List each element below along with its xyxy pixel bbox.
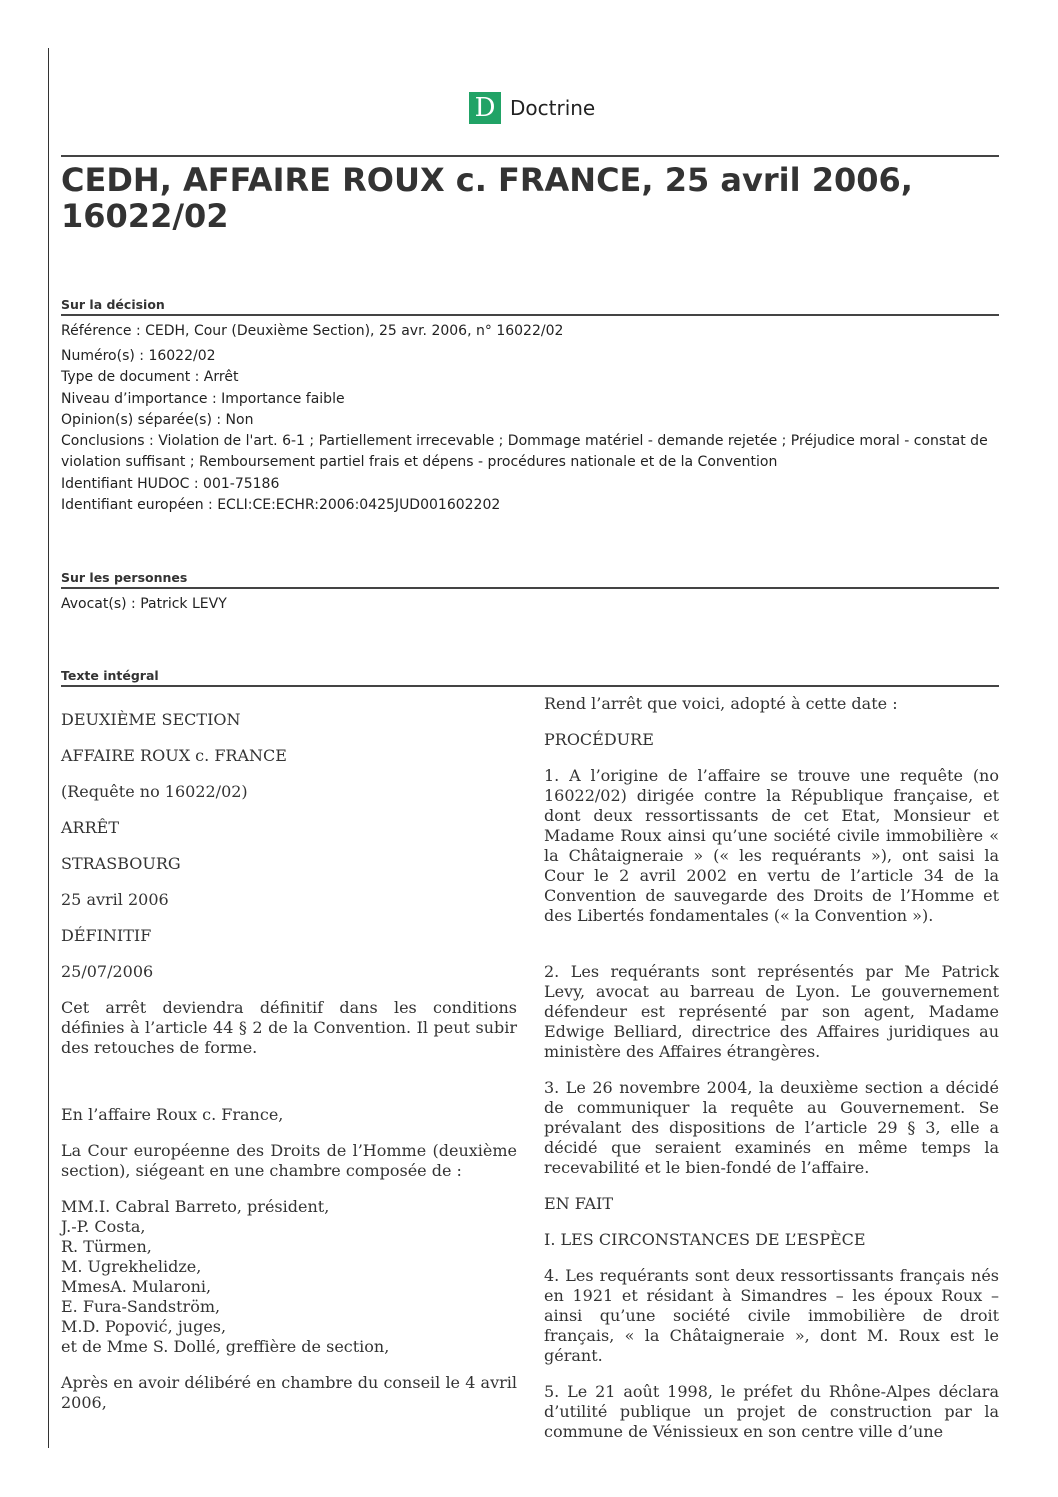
section-label: DEUXIÈME SECTION <box>61 710 241 729</box>
intro-paragraph: En l’affaire Roux c. France, <box>61 1105 284 1124</box>
conclusions-line: Conclusions : Violation de l'art. 6-1 ; Partiellement irrecevable ; Dommage matériel - demande rejetée ; Préjudice moral - constat de violation suffisant ; Remboursement partiel frais et dépens - procédures nationale et de la Convention <box>61 433 988 471</box>
paragraph-4: 4. Les requérants sont deux ressortissants français nés en 1921 et résidant à Simandres – les époux Roux – ainsi qu’une société civile immobilière de droit français, « la Châtaigneraie », dont M. Roux est le gérant. <box>544 1266 999 1365</box>
hudoc-line: Identifiant HUDOC : 001-75186 <box>61 475 280 492</box>
requete-label: (Requête no 16022/02) <box>61 782 248 801</box>
doctrine-logo-text: Doctrine <box>510 96 596 120</box>
delibere-paragraph: Après en avoir délibéré en chambre du conseil le 4 avril 2006, <box>61 1373 517 1412</box>
lieu-label: STRASBOURG <box>61 854 181 873</box>
numero-line: Numéro(s) : 16022/02 <box>61 348 216 364</box>
paragraph-2: 2. Les requérants sont représentés par Me Patrick Levy, avocat au barreau de Lyon. Le gouvernement défendeur est représenté par son agent, Madame Edwige Belliard, directrice des Affaires juridiques au ministère des Affaires étrangères. <box>544 962 999 1061</box>
date-label: 25 avril 2006 <box>61 890 169 909</box>
judges-list <box>61 1197 517 1357</box>
rend-paragraph: Rend l’arrêt que voici, adopté à cette date : <box>544 694 898 713</box>
section-heading-decision: Sur la décision <box>61 297 999 316</box>
paragraph-1: 1. A l’origine de l’affaire se trouve une requête (no 16022/02) dirigée contre la République française, et dont deux ressortissants de cet Etat, Monsieur et Madame Roux ainsi qu’une société civile immobilière « la Châtaigneraie » (« les requérants »), ont saisi la Cour le 2 avril 2002 en vertu de l’article 34 de la Convention de sauvegarde des Droits de l’Homme et des Libertés fondamentales (« la Convention »). <box>544 766 999 925</box>
judge-line: MM.I. Cabral Barreto, président, <box>61 1197 330 1216</box>
judge-line: J.-P. Costa, <box>61 1217 146 1236</box>
ecli-line: Identifiant européen : ECLI:CE:ECHR:2006:0425JUD001602202 <box>61 497 501 514</box>
text-column-left <box>61 0 517 1497</box>
cour-paragraph: La Cour européenne des Droits de l’Homme (deuxième section), siégeant en une chambre composée de : <box>61 1141 517 1180</box>
section-heading-text: Texte intégral <box>61 668 999 687</box>
importance-line: Niveau d’importance : Importance faible <box>61 390 345 407</box>
circonstances-heading: I. LES CIRCONSTANCES DE L’ESPÈCE <box>544 1230 866 1249</box>
judge-line: et de Mme S. Dollé, greffière de section, <box>61 1337 390 1356</box>
reference-line: Référence : CEDH, Cour (Deuxième Section), 25 avr. 2006, n° 16022/02 <box>61 323 564 339</box>
judge-line: R. Türmen, <box>61 1237 152 1256</box>
judge-line: M. Ugrekhelidze, <box>61 1257 202 1276</box>
paragraph-3: 3. Le 26 novembre 2004, la deuxième section a décidé de communiquer la requête au Gouvernement. Se prévalant des dispositions de l’article 29 § 3, elle a décidé que seraient examinés en même temps la recevabilité et le bien-fondé de l’affaire. <box>544 1078 999 1177</box>
section-heading-persons: Sur les personnes <box>61 570 999 589</box>
avis-paragraph: Cet arrêt deviendra définitif dans les conditions définies à l’article 44 § 2 de la Convention. Il peut subir des retouches de forme. <box>61 998 517 1057</box>
judge-line: E. Fura-Sandström, <box>61 1297 221 1316</box>
doctrine-logo-icon: D <box>469 92 501 124</box>
paragraph-5: 5. Le 21 août 1998, le préfet du Rhône-Alpes déclara d’utilité publique un projet de construction par la commune de Vénissieux en son centre ville d’une <box>544 1382 999 1441</box>
definitif-label: DÉFINITIF <box>61 926 152 945</box>
text-column-right <box>544 0 999 1497</box>
en-fait-heading: EN FAIT <box>544 1194 614 1213</box>
judge-line: MmesA. Mularoni, <box>61 1277 212 1296</box>
date-definitif-label: 25/07/2006 <box>61 962 154 981</box>
page-title: CEDH, AFFAIRE ROUX c. FRANCE, 25 avril 2006, 16022/02 <box>61 161 913 235</box>
avocat-line: Avocat(s) : Patrick LEVY <box>61 596 227 612</box>
affaire-label: AFFAIRE ROUX c. FRANCE <box>61 746 287 765</box>
type-line: Type de document : Arrêt <box>61 369 239 386</box>
arret-label: ARRÊT <box>61 818 119 837</box>
opinion-line: Opinion(s) séparée(s) : Non <box>61 411 254 428</box>
judge-line: M.D. Popović, juges, <box>61 1317 227 1336</box>
page-margin-rule <box>48 48 49 1448</box>
procedure-heading: PROCÉDURE <box>544 730 654 749</box>
